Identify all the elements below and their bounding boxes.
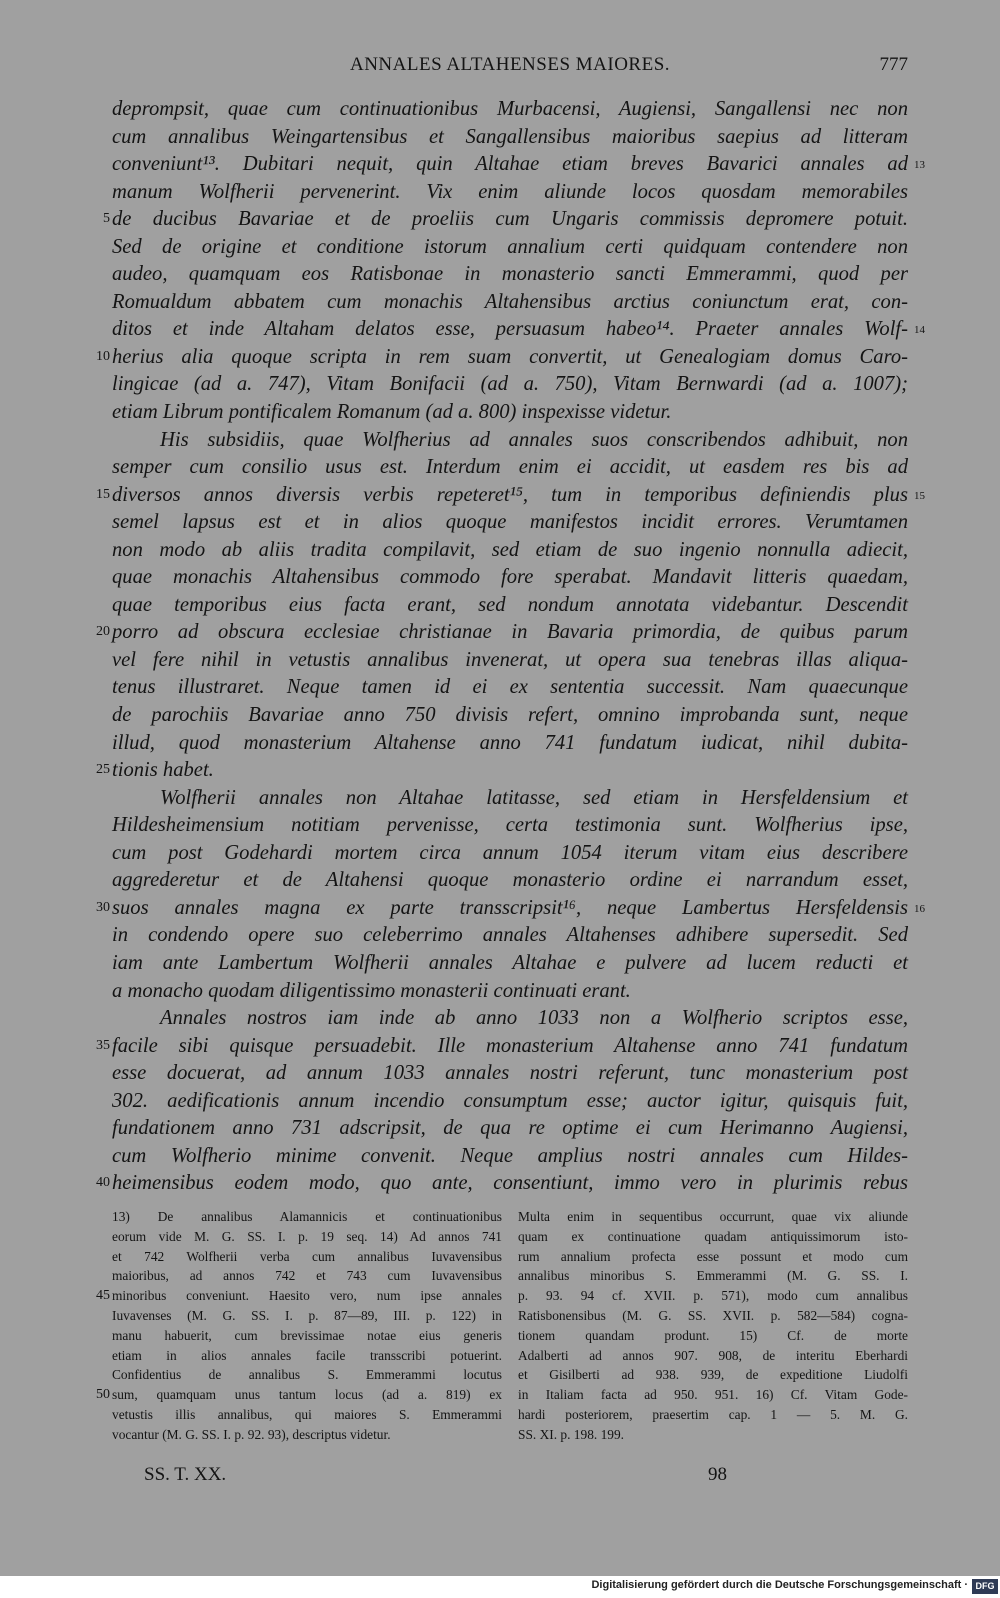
footnote-line: hardi posteriorem, praesertim cap. 1 — 5. M. G. — [518, 1406, 908, 1422]
footnote-line: minoribus conveniunt. Haesito vero, num ipse annales — [112, 1288, 502, 1304]
line-number: 50 — [96, 1387, 110, 1403]
text-line: lingicae (ad a. 747), Vitam Bonifacii (ad a. 750), Vitam Bernwardi (ad a. 1007); — [112, 373, 908, 396]
footnote-line: quam ex continuatione quadam antiquissimorum isto- — [518, 1228, 908, 1244]
running-title: ANNALES ALTAHENSES MAIORES. — [349, 54, 671, 75]
margin-footnote-marker: 13 — [914, 159, 925, 172]
footnote-line: sum, quamquam unus tantum locus (ad a. 819) ex — [112, 1387, 502, 1403]
footnote-line: Multa enim in sequentibus occurrunt, quae vix aliunde — [518, 1209, 908, 1224]
text-line: a monacho quodam diligentissimo monasterii continuati erant. — [112, 979, 631, 1002]
text-line: manum Wolfherii pervenerint. Vix enim aliunde locos quosdam memorabiles — [112, 180, 908, 203]
line-number: 40 — [96, 1175, 110, 1191]
margin-footnote-marker: 14 — [914, 324, 925, 337]
text-line: heimensibus eodem modo, quo ante, consentiunt, immo vero in plurimis rebus — [112, 1172, 908, 1195]
footnote-line: Iuvavenses (M. G. SS. I. p. 87—89, III. p. 122) in — [112, 1307, 502, 1323]
signature-mark: SS. T. XX. — [144, 1464, 227, 1485]
sheet-number: 98 — [708, 1464, 727, 1485]
line-number: 45 — [96, 1288, 110, 1304]
margin-footnote-marker: 15 — [914, 489, 925, 502]
text-line: cum Wolfherio minime convenit. Neque amplius nostri annales cum Hildes- — [112, 1144, 908, 1167]
footnote-line: etiam in alios annales facile transscribi potuerint. — [112, 1347, 502, 1363]
text-line: iam ante Lambertum Wolfherii annales Altahae e pulvere ad lucem reducti et — [112, 951, 908, 974]
footnote-line: et 742 Wolfherii verba cum annalibus Iuvavensibus — [112, 1248, 502, 1264]
text-line: cum post Godehardi mortem circa annum 1054 iterum vitam eius describere — [112, 841, 908, 864]
text-line: tenus illustraret. Neque tamen id ei ex sententia successit. Nam quaecunque — [112, 676, 908, 699]
footnote-line: vocantur (M. G. SS. I. p. 92. 93), descriptus videtur. — [112, 1426, 391, 1442]
dfg-logo-icon: DFG — [972, 1579, 998, 1594]
footnote-line: Confidentius de annalibus S. Emmerammi locutus — [112, 1367, 502, 1383]
text-line: etiam Librum pontificalem Romanum (ad a. 800) inspexisse videtur. — [112, 401, 672, 424]
line-number: 25 — [96, 762, 110, 778]
text-line: 302. aedificationis annum incendio consumptum esse; auctor igitur, quisquis fuit, — [112, 1089, 908, 1112]
text-line: Romualdum abbatem cum monachis Altahensibus arctius coniunctum erat, con- — [112, 290, 908, 313]
text-line: quae temporibus eius facta erant, sed nondum annotata videbantur. Descendit — [112, 593, 908, 616]
footnote-line: manu habuerit, cum brevissimae notae eius generis — [112, 1327, 502, 1343]
footnotes-right-column — [518, 1207, 908, 1445]
footnote-line: rum annalium profecta esse possunt et modo cum — [518, 1248, 908, 1264]
text-line: fundationem anno 731 adscripsit, de qua re optime ei cum Herimanno Augiensi, — [112, 1117, 908, 1140]
footnote-line: SS. XI. p. 198. 199. — [518, 1426, 625, 1442]
footnote-line: vetustis illis annalibus, qui maiores S. Emmerammi — [112, 1406, 502, 1422]
text-line: semper cum consilio usus est. Interdum enim ei accidit, ut easdem res bis ad — [112, 456, 908, 479]
text-line: conveniunt¹³. Dubitari nequit, quin Altahae etiam breves Bavarici annales ad — [112, 153, 908, 176]
text-line: deprompsit, quae cum continuationibus Murbacensi, Augiensi, Sangallensi nec non — [112, 98, 908, 120]
line-number: 10 — [96, 348, 110, 364]
footnote-line: tionem quandam produnt. 15) Cf. de morte — [518, 1327, 908, 1343]
line-number: 35 — [96, 1037, 110, 1053]
text-line: Annales nostros iam inde ab anno 1033 non a Wolfherio scriptos esse, — [160, 1007, 908, 1030]
text-line: Hildesheimensium notitiam pervenisse, certa testimonia sunt. Wolfherius ipse, — [112, 814, 908, 837]
footnote-line: in Italiam facta ad 950. 951. 16) Cf. Vitam Gode- — [518, 1387, 908, 1403]
text-line: illud, quod monasterium Altahense anno 741 fundatum iudicat, nihil dubita- — [112, 731, 908, 754]
footnote-line: eorum vide M. G. SS. I. p. 19 seq. 14) Ad annos 741 — [112, 1228, 502, 1244]
digitization-note: Digitalisierung gefördert durch die Deutsche Forschungsgemeinschaft · — [591, 1579, 968, 1591]
text-line: tionis habet. — [112, 759, 214, 782]
text-line: cum annalibus Weingartensibus et Sangallensibus maioribus saepius ad litteram — [112, 125, 908, 148]
text-line: vel fere nihil in vetustis annalibus invenerat, ut opera sua tenebras illas aliqua- — [112, 648, 908, 671]
line-number: 20 — [96, 624, 110, 640]
margin-footnote-marker: 16 — [914, 902, 925, 915]
footnotes-left-column — [112, 1207, 502, 1445]
digitization-strip — [0, 1576, 1000, 1598]
running-header — [112, 54, 908, 84]
line-number: 30 — [96, 899, 110, 915]
text-line: audeo, quamquam eos Ratisbonae in monasterio sancti Emmerammi, quod per — [112, 263, 908, 286]
footnote-line: annalibus minoribus S. Emmerammi (M. G. SS. I. — [518, 1268, 908, 1284]
footnote-line: Ratisbonensibus (M. G. SS. XVII. p. 582—584) cogna- — [518, 1307, 908, 1323]
footnote-line: p. 93. 94 cf. XVII. p. 571), modo cum annalibus — [518, 1288, 908, 1304]
text-line: porro ad obscura ecclesiae christianae in Bavaria primordia, de quibus parum — [112, 621, 908, 644]
text-line: herius alia quoque scripta in rem suam convertit, ut Genealogiam domus Caro- — [112, 345, 908, 368]
text-line: quae monachis Altahensibus commodo fore sperabat. Mandavit litteris quaedam, — [112, 566, 908, 589]
text-line: esse docuerat, ad annum 1033 annales nostri referunt, tunc monasterium post — [112, 1062, 908, 1085]
footnote-line: et Gisilberti ad 938. 939, de expeditione Liudolfi — [518, 1367, 908, 1383]
footnote-line: 13) De annalibus Alamannicis et continuationibus — [112, 1209, 502, 1224]
text-line: non modo ab aliis tradita compilavit, sed etiam de suo ingenio nonnulla adiecit, — [112, 538, 908, 561]
footnote-line: maioribus, ad annos 742 et 743 cum Iuvavensibus — [112, 1268, 502, 1284]
text-line: aggrederetur et de Altahensi quoque monasterio ordine ei narrandum esset, — [112, 869, 908, 892]
text-line: de parochiis Bavariae anno 750 divisis refert, omnino improbanda sunt, neque — [112, 704, 908, 727]
text-line: ditos et inde Altaham delatos esse, persuasum habeo¹⁴. Praeter annales Wolf- — [112, 318, 908, 341]
text-line: in condendo opere suo celeberrimo annales Altahenses adhibere supersedit. Sed — [112, 924, 908, 947]
text-line: Sed de origine et conditione istorum annalium certi quidquam contendere non — [112, 235, 908, 258]
text-line: Wolfherii annales non Altahae latitasse, sed etiam in Hersfeldensium et — [160, 786, 908, 809]
footnote-line: Adalberti ad annos 907. 908, de interitu Eberhardi — [518, 1347, 908, 1363]
text-line: suos annales magna ex parte transscripsit¹⁶, neque Lambertus Hersfeldensis — [112, 896, 908, 919]
text-line: diversos annos diversis verbis repeteret¹⁵, tum in temporibus definiendis plus — [112, 483, 908, 506]
text-line: semel lapsus est et in alios quoque manifestos incidit errores. Verumtamen — [112, 511, 908, 534]
main-text — [112, 96, 908, 1198]
text-line: de ducibus Bavariae et de proeliis cum Ungaris commissis depromere potuit. — [112, 208, 908, 231]
page-number: 777 — [879, 54, 908, 75]
text-line: His subsidiis, quae Wolfherius ad annales suos conscribendos adhibuit, non — [160, 428, 908, 451]
text-line: facile sibi quisque persuadebit. Ille monasterium Altahense anno 741 fundatum — [112, 1034, 908, 1057]
line-number: 15 — [96, 486, 110, 502]
line-number: 5 — [103, 211, 110, 227]
